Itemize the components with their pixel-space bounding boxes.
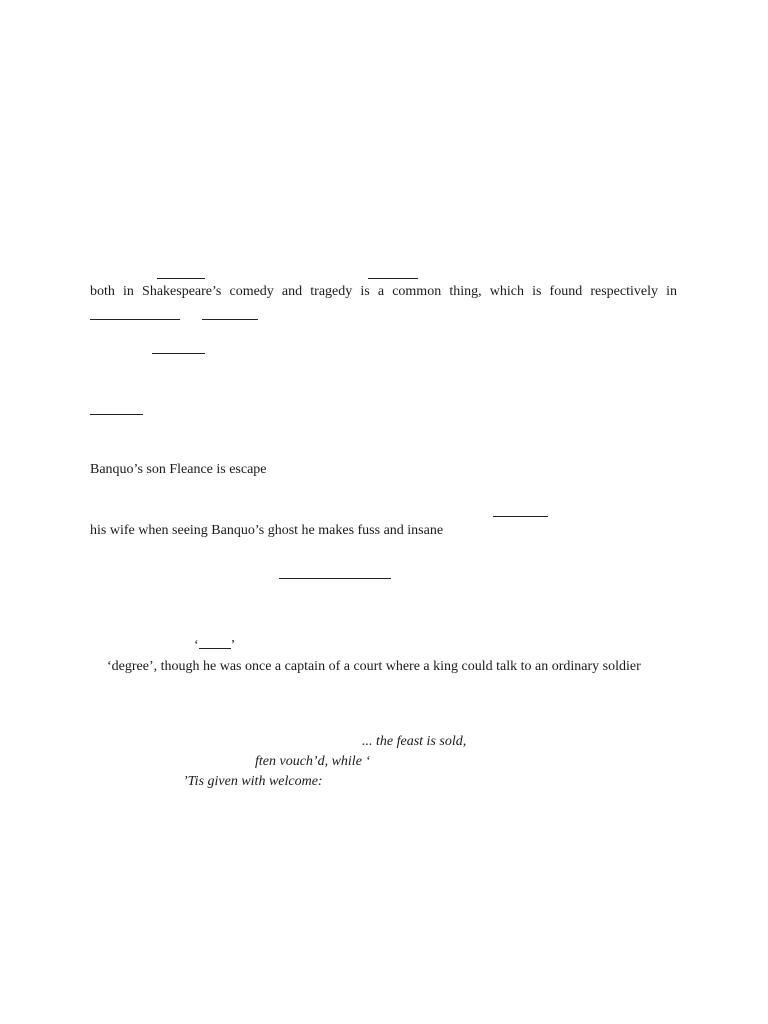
quote-line: ’Tis given with welcome: bbox=[183, 774, 323, 789]
blank-line bbox=[152, 353, 205, 354]
blank-line bbox=[368, 278, 418, 279]
blank-line bbox=[279, 578, 391, 579]
open-quote: ‘ bbox=[194, 638, 199, 653]
text-line: both in Shakespeare’s comedy and tragedy is a common thing, which is found respectively in bbox=[90, 284, 677, 299]
quote-line: ... the feast is sold, bbox=[362, 734, 467, 749]
text-line: his wife when seeing Banquo’s ghost he makes fuss and insane bbox=[90, 523, 444, 538]
blank-line bbox=[157, 278, 205, 279]
blank-line bbox=[202, 319, 258, 320]
quote-line: ften vouch’d, while ‘ bbox=[255, 754, 371, 769]
quoted-blank bbox=[194, 636, 235, 654]
blank-line bbox=[199, 636, 231, 649]
blank-line bbox=[493, 516, 548, 517]
text-line: Banquo’s son Fleance is escape bbox=[90, 462, 267, 477]
blank-line bbox=[90, 319, 180, 320]
text-line: ‘degree’, though he was once a captain of a court where a king could talk to an ordinary soldier bbox=[107, 659, 641, 674]
close-quote: ’ bbox=[230, 638, 236, 653]
blank-line bbox=[90, 414, 143, 415]
